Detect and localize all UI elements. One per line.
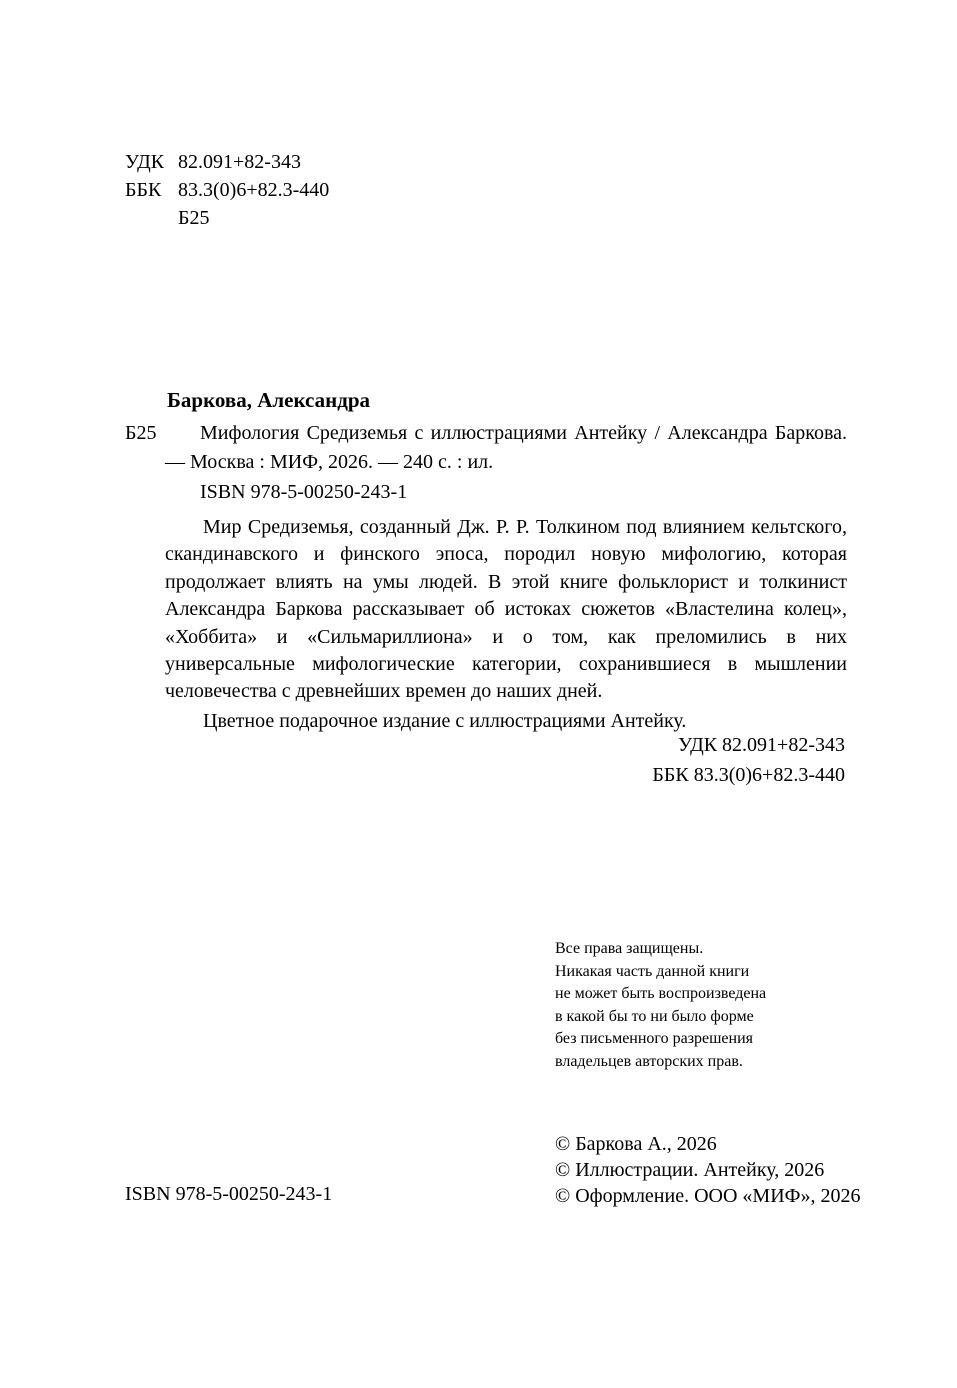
bbk-label: ББК (125, 179, 162, 201)
bbk-row (125, 176, 329, 204)
copyright-line-design: © Оформление. ООО «МИФ», 2026 (555, 1185, 861, 1207)
bbk-value: 83.3(0)6+82.3-440 (178, 179, 330, 201)
udk-row (125, 148, 329, 176)
rights-notice (555, 938, 766, 1073)
annotation-paragraph: Мир Средиземья, созданный Дж. Р. Р. Толкином под влиянием кельтского, скандинавского и финского эпоса, породил новую мифологию, которая продолжает влиять на умы людей. В этой книге фольклорист и толкинист Александра Баркова рассказывает об истоках сюжетов «Властелина колец», «Хоббита» и «Сильмариллиона» и о том, как преломились в них универсальные мифологические категории, сохранившиеся в мышлении человечества с древнейших времен до наших дней. (165, 516, 847, 703)
rights-line: Все права защищены. (555, 940, 704, 957)
bbk-right: ББК 83.3(0)6+82.3-440 (652, 764, 845, 786)
rights-line: в какой бы то ни было форме (555, 1007, 754, 1025)
rights-line: Никакая часть данной книги (555, 962, 750, 980)
udk-label: УДК (125, 151, 165, 173)
author-sign-row (125, 204, 329, 232)
author-sign: Б25 (178, 207, 210, 229)
author-heading: Баркова, Александра (167, 388, 371, 412)
classification-right-block (652, 730, 845, 790)
rights-line: без письменного разрешения (555, 1030, 754, 1047)
udk-right: УДК 82.091+82-343 (677, 734, 845, 756)
edition-note: Цветное подарочное издание с иллюстрациями Антейку. (203, 709, 687, 732)
catalog-entry-row (125, 419, 847, 477)
catalog-author-sign: Б25 (125, 422, 157, 444)
classification-block (125, 148, 329, 232)
isbn-top: ISBN 978-5-00250-243-1 (200, 481, 408, 503)
rights-line: не может быть воспроизведена (555, 985, 767, 1002)
rights-line: владельцев авторских прав. (555, 1052, 743, 1070)
catalog-entry-text: Мифология Средиземья с иллюстрациями Антейку / Александра Баркова. — Москва : МИФ, 2026. — 240 с. : ил. (165, 422, 847, 473)
udk-value: 82.091+82-343 (178, 151, 301, 173)
annotation-block (165, 514, 847, 735)
isbn-bottom: ISBN 978-5-00250-243-1 (125, 1183, 333, 1205)
copyright-lines (555, 1131, 860, 1209)
copyright-line-author: © Баркова А., 2026 (555, 1133, 717, 1155)
copyright-line-illustrations: © Иллюстрации. Антейку, 2026 (555, 1159, 825, 1181)
